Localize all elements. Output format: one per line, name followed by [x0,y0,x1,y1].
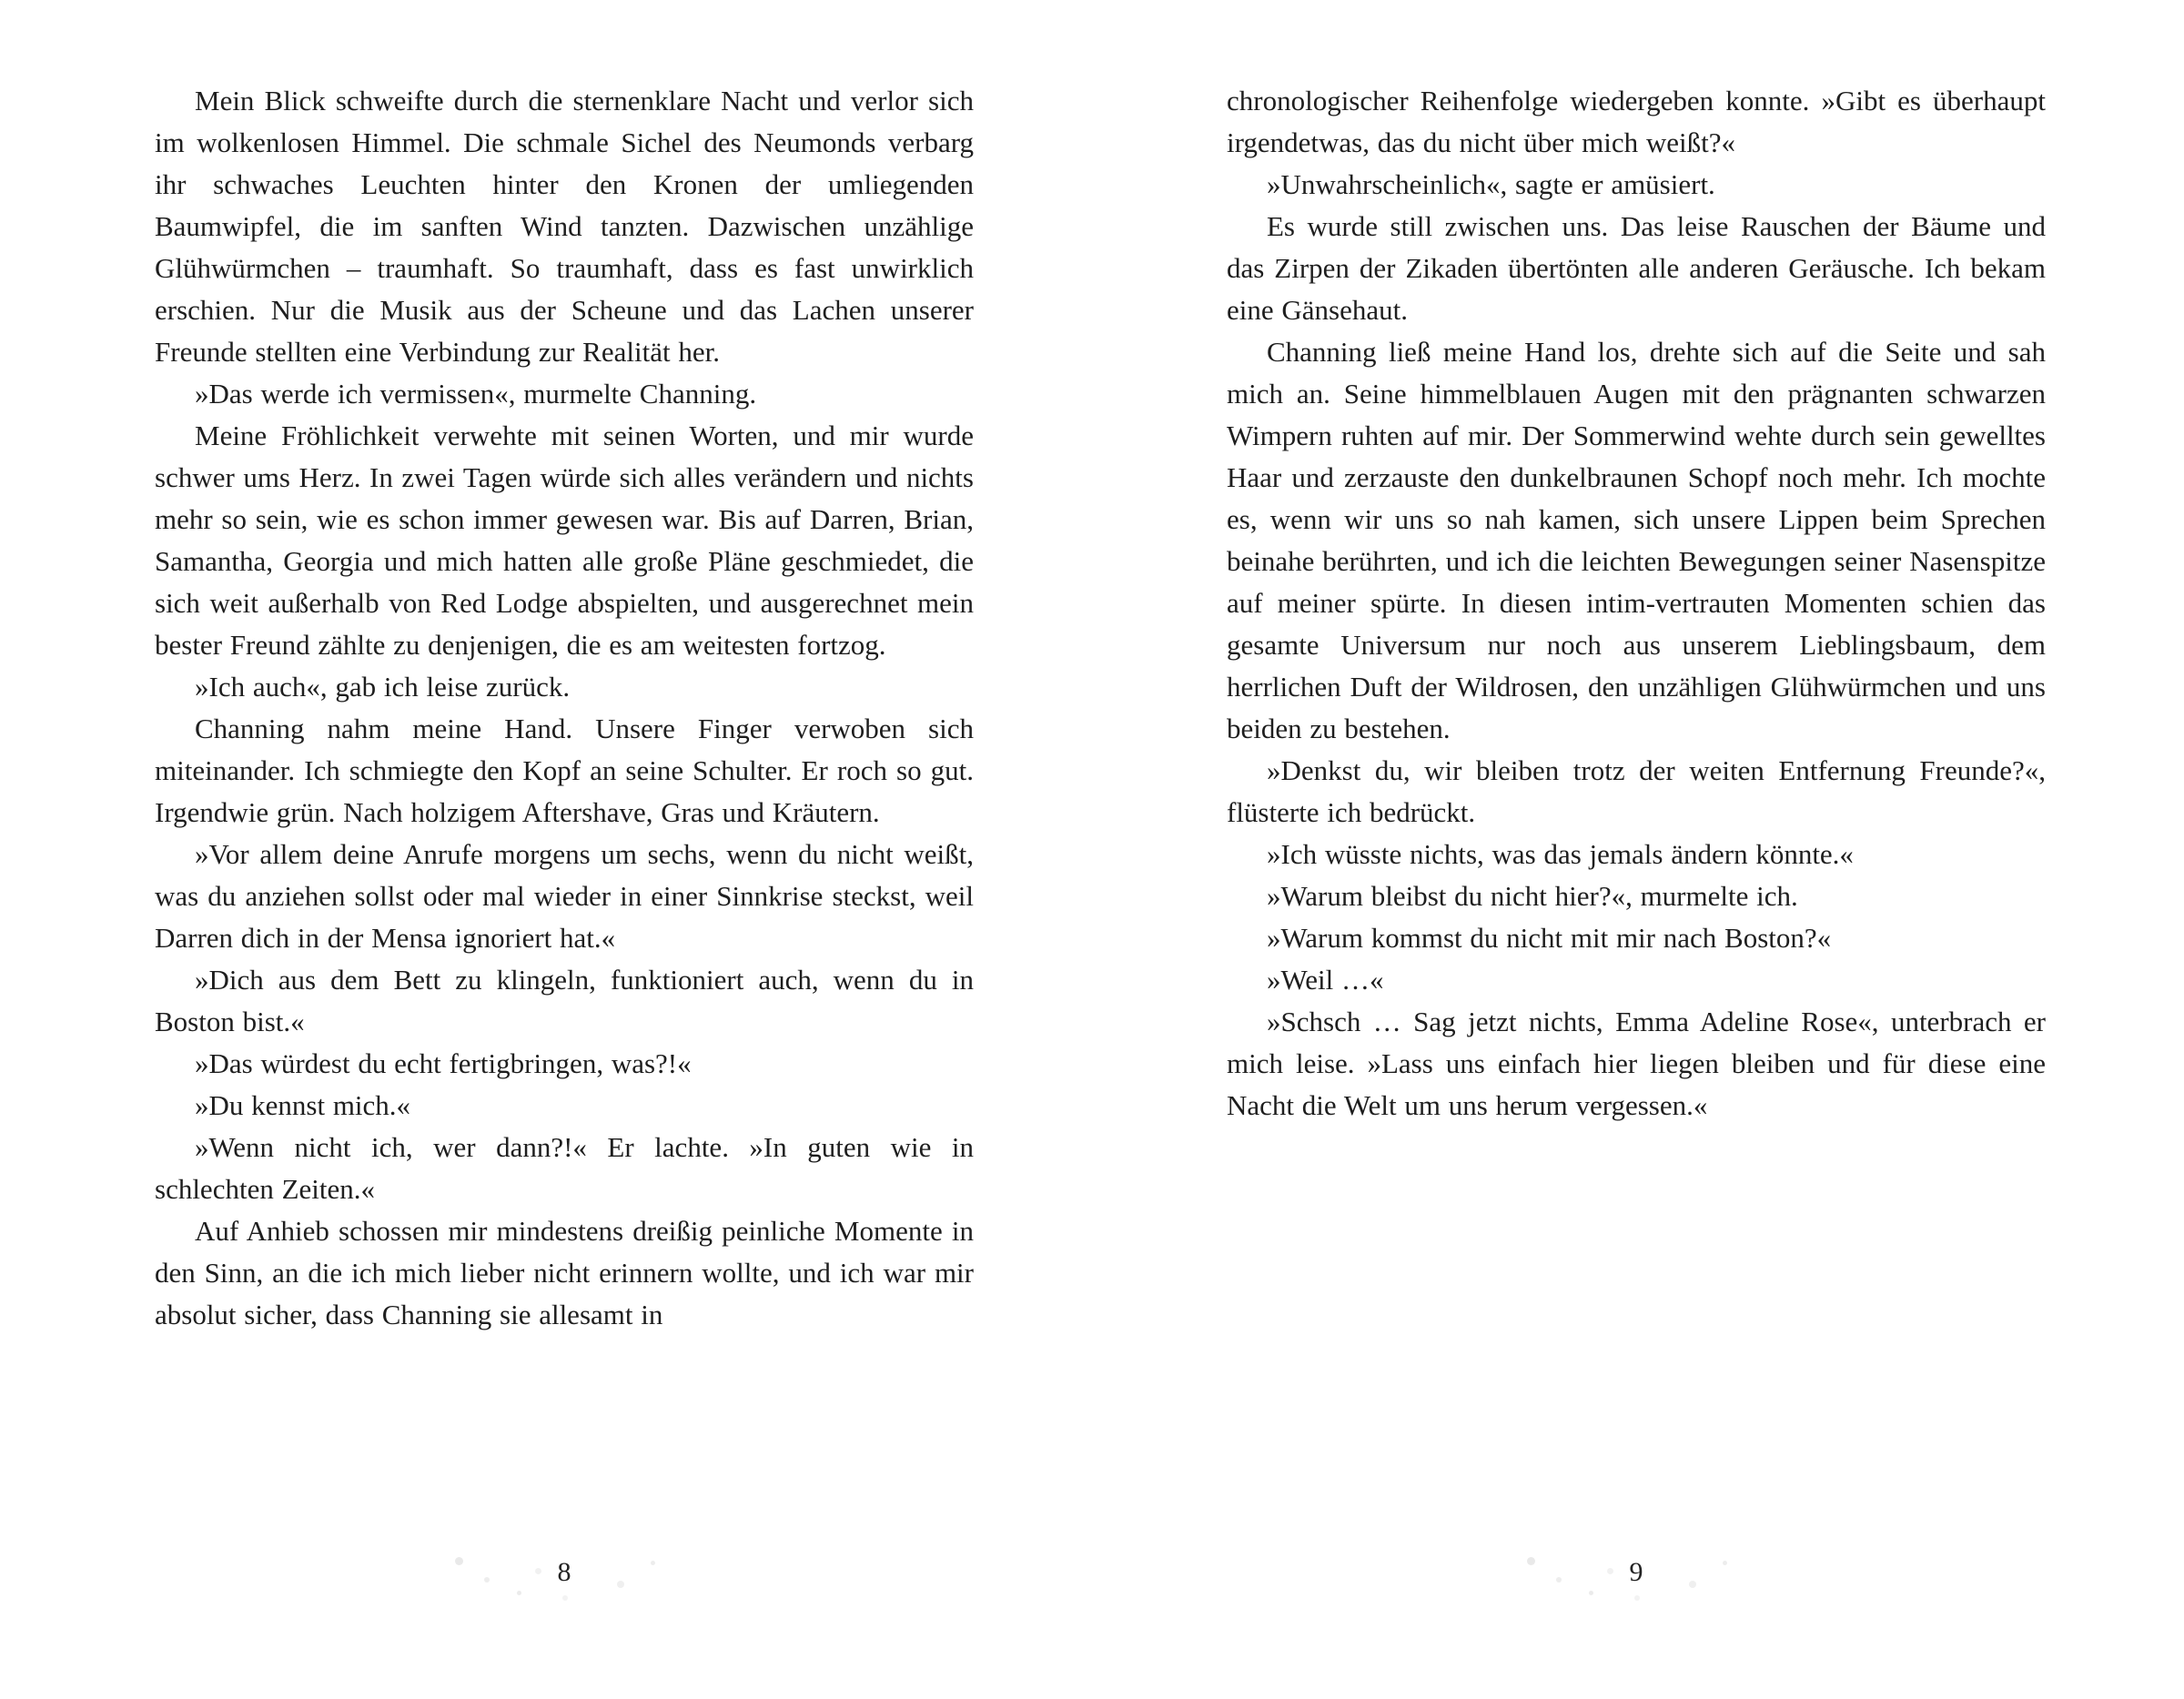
firefly-dot-decoration [1556,1577,1562,1583]
page-right [1227,80,2046,1627]
firefly-dot-decoration [1723,1561,1727,1565]
page-right-footer [1227,1541,2046,1604]
paragraph: »Ich auch«, gab ich leise zurück. [195,671,571,703]
paragraph: »Ich wüsste nichts, was das jemals ändern könnte.« [1267,838,1854,870]
firefly-dot-decoration [617,1581,624,1588]
firefly-dot-decoration [651,1561,655,1565]
paragraph: »Dich aus dem Bett zu klingeln, funktioniert auch, wenn du in Boston bist.« [155,964,974,1037]
page-left-footer [155,1541,974,1604]
paragraph: chronologischer Reihenfolge wiedergeben konnte. »Gibt es überhaupt irgendetwas, das du nicht über mich weißt?« [1227,85,2046,158]
paragraph: Meine Fröhlichkeit verwehte mit seinen Worten, und mir wurde schwer ums Herz. In zwei Tagen würde sich alles verändern und nichts mehr so sein, wie es schon immer gewesen war. Bis auf Darren, Brian, Samantha, Georgia und mich hatten alle große Pläne geschmiedet, die sich weit außerhalb von Red Lodge abspielten, und ausgerechnet mein bester Freund zählte zu denjenigen, die es am weitesten fortzog. [155,420,974,661]
firefly-dot-decoration [1589,1591,1593,1595]
page-right-text [1227,80,2046,1127]
paragraph: »Schsch … Sag jetzt nichts, Emma Adeline Rose«, unterbrach er mich leise. »Lass uns einfach hier liegen bleiben und für diese eine Nacht die Welt um uns herum vergessen.« [1227,1006,2046,1121]
paragraph: »Warum kommst du nicht mit mir nach Boston?« [1267,922,1832,954]
firefly-dot-decoration [1607,1568,1613,1574]
firefly-dot-decoration [1527,1557,1535,1565]
paragraph: »Vor allem deine Anrufe morgens um sechs, wenn du nicht weißt, was du anziehen sollst oder mal wieder in einer Sinnkrise steckst, weil Darren dich in der Mensa ignoriert hat.« [155,838,974,954]
paragraph: Es wurde still zwischen uns. Das leise Rauschen der Bäume und das Zirpen der Zikaden übertönten alle anderen Geräusche. Ich bekam eine Gänsehaut. [1227,210,2046,326]
paragraph: »Wenn nicht ich, wer dann?!« Er lachte. »In guten wie in schlechten Zeiten.« [155,1131,974,1205]
paragraph: Mein Blick schweifte durch die sternenklare Nacht und verlor sich im wolkenlosen Himmel. Die schmale Sichel des Neumonds verbarg ihr schwaches Leuchten hinter den Kronen der umliegenden Baumwipfel, die im sanften Wind tanzten. Dazwischen unzählige Glühwürmchen – traumhaft. So traumhaft, dass es fast unwirklich erschien. Nur die Musik aus der Scheune und das Lachen unserer Freunde stellten eine Verbindung zur Realität her. [155,85,974,368]
firefly-dot-decoration [535,1568,541,1574]
paragraph: Channing nahm meine Hand. Unsere Finger verwoben sich miteinander. Ich schmiegte den Kopf an seine Schulter. Er roch so gut. Irgendwie grün. Nach holzigem Aftershave, Gras und Kräutern. [155,713,974,828]
firefly-dot-decoration [455,1557,463,1565]
firefly-dot-decoration [562,1595,568,1601]
paragraph: »Weil …« [1267,964,1384,996]
paragraph: Auf Anhieb schossen mir mindestens dreißig peinliche Momente in den Sinn, an die ich mich lieber nicht erinnern wollte, und ich war mir absolut sicher, dass Channing sie allesamt in [155,1215,974,1330]
firefly-dot-decoration [1634,1595,1640,1601]
firefly-dot-decoration [484,1577,490,1583]
paragraph: »Denkst du, wir bleiben trotz der weiten Entfernung Freunde?«, flüsterte ich bedrückt. [1227,754,2046,828]
paragraph: »Unwahrscheinlich«, sagte er amüsiert. [1267,168,1715,200]
firefly-dot-decoration [517,1591,521,1595]
firefly-dot-decoration [1689,1581,1696,1588]
paragraph: »Warum bleibst du nicht hier?«, murmelte ich. [1267,880,1798,912]
paragraph: »Du kennst mich.« [195,1089,411,1121]
paragraph: »Das werde ich vermissen«, murmelte Channing. [195,378,757,410]
page-left [155,80,974,1627]
page-left-text [155,80,974,1336]
page-number-right: 9 [1629,1557,1643,1587]
page-number-left: 8 [557,1557,571,1587]
paragraph: Channing ließ meine Hand los, drehte sich auf die Seite und sah mich an. Seine himmelblauen Augen mit den prägnanten schwarzen Wimpern ruhten auf mir. Der Sommerwind wehte durch sein gewelltes Haar und zerzauste den dunkelbraunen Schopf noch mehr. Ich mochte es, wenn wir uns so nah kamen, sich unsere Lippen beim Sprechen beinahe berührten, und ich die leichten Bewegungen seiner Nasenspitze auf meiner spürte. In diesen intim-vertrauten Momenten schien das gesamte Universum nur noch aus unserem Lieblingsbaum, dem herrlichen Duft der Wildrosen, den unzähligen Glühwürmchen und uns beiden zu bestehen. [1227,336,2046,744]
paragraph: »Das würdest du echt fertigbringen, was?!« [195,1047,692,1079]
